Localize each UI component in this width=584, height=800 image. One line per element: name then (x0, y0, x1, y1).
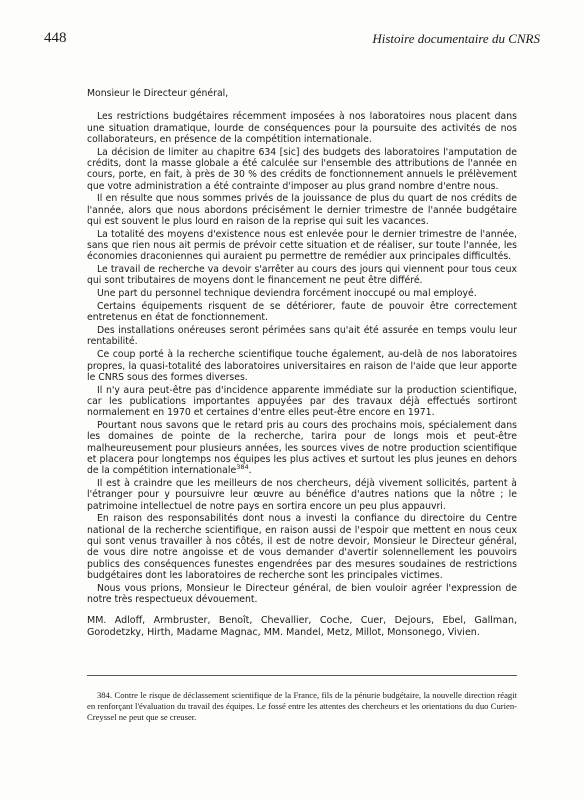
running-title: Histoire documentaire du CNRS (372, 31, 540, 46)
letter-paragraph: La décision de limiter au chapitre 634 [sic] des budgets des laboratoires l'amputation de crédits, dont la masse globale a été calculée sur l'ensemble des attributions de l'année en cours, porte, en fait, à près de 30 % des crédits de fonctionnement annuels le prélèvement que votre administration a été contrainte d'imposer au plus grand nombre d'entre nous. (87, 146, 517, 192)
letter-paragraph: Il n'y aura peut-être pas d'incidence apparente immédiate sur la production scientifique, car les publications importantes appuyées par des travaux déjà effectués sortiront normalement en 1970 et certaines d'entre elles peut-être encore en 1971. (87, 384, 517, 419)
footnote-reference[interactable]: 384 (236, 463, 249, 472)
footnote-divider (87, 675, 517, 676)
letter-paragraph: En raison des responsabilités dont nous a investi la confiance du directoire du Centre national de la recherche scientifique, en raison aussi de l'espoir que mettent en nous ceux qui sont venus travailler à nos côtés, il est de notre devoir, Monsieur le Directeur général, de vous dire notre angoisse et de vous demander d'avertir solennellement les pouvoirs publics des conséquences funestes engendrées par des mesures soudaines de restrictions budgétaires dont les laboratoires de recherche sont les principales victimes. (87, 513, 517, 581)
footnote: 384. Contre le risque de déclassement scientifique de la France, fils de la pénurie budgétaire, la nouvelle direction réagit en renforçant l'évaluation du travail des équipes. Le fossé entre les attentes des chercheurs et les orientations du duo Curien-Creyssel ne peut que se creuser. (87, 689, 517, 722)
letter-body (87, 88, 517, 649)
letter-paragraph: Une part du personnel technique deviendra forcément inoccupé ou mal employé. (97, 288, 477, 300)
page-number: 448 (44, 30, 67, 46)
letter-paragraph-with-footnote: Pourtant nous savons que le retard pris au cours des prochains mois, spécialement dans les domaines de pointe de la recherche, tarira pour de longs mois et peut-être malheureusement pour plusieurs années, les sources vives de notre production scientifique et placera pour longtemps nos équipes les plus actives et surtout les plus jeunes en dehors de la compétition internationale$^{384}$. (87, 420, 517, 477)
letter-salutation: Monsieur le Directeur général, (87, 88, 229, 99)
letter-paragraph: Des installations onéreuses seront périmées sans qu'ait été assurée en temps voulu leur rentabilité. (87, 325, 517, 348)
letter-paragraph: Il en résulte que nous sommes privés de la jouissance de plus du quart de nos crédits de l'année, alors que nous abordons précisément le dernier trimestre de l'année budgétaire qui est souvent le plus lourd en raison de la reprise qui suit les vacances. (87, 193, 517, 227)
signatories: MM. Adloff, Armbruster, Benoît, Chevallier, Coche, Cuer, Dejours, Ebel, Gallman, Gorodetzky, Hirth, Madame Magnac, MM. Mandel, Metz, Millot, Monsonego, Vivien. (87, 615, 517, 639)
letter-paragraph: Le travail de recherche va devoir s'arrêter au cours des jours qui viennent pour tous ceux qui sont tributaires de moyens dont le financement ne peut être différé. (87, 264, 517, 287)
letter-paragraph: Certains équipements risquent de se détériorer, faute de pouvoir être correctement entretenus en état de fonctionnement. (87, 301, 517, 324)
letter-paragraph: La totalité des moyens d'existence nous est enlevée pour le dernier trimestre de l'année, sans que rien nous ait permis de prévoir cette situation et de réaliser, sur toute l'année, les économies draconiennes qui auraient pu permettre de remédier aux principales difficultés. (87, 228, 517, 263)
page-header (44, 30, 540, 50)
letter-paragraph: Les restrictions budgétaires récemment imposées à nos laboratoires nous placent dans une situation dramatique, lourde de conséquences pour la poursuite des activités de nos collaborateurs, en présence de la compétition internationale. (87, 111, 517, 145)
letter-paragraph: Ce coup porté à la recherche scientifique touche également, au-delà de nos laboratoires propres, la quasi-totalité des laboratoires universitaires en raison de l'aide que leur apporte le CNRS sous des formes diverses. (87, 349, 517, 383)
letter-paragraph: Nous vous prions, Monsieur le Directeur général, de bien vouloir agréer l'expression de notre très respectueux dévouement. (87, 582, 517, 605)
letter-paragraph: Il est à craindre que les meilleurs de nos chercheurs, déjà vivement sollicités, partent à l'étranger pour y poursuivre leur œuvre au bénéfice d'autres nations que la nôtre ; le patrimoine intellectuel de notre pays en sortira encore un peu plus appauvri. (87, 478, 517, 512)
paragraph-text: Pourtant nous savons que le retard pris au cours des prochains mois, spécialement dans les domaines de pointe de la recherche, tarira pour de longs mois et peut-être malheureusement pour plusieurs années, les sources vives de notre production scientifique et placera pour longtemps nos équipes les plus actives et surtout les plus jeunes en dehors de la compétition internationale (87, 420, 517, 477)
